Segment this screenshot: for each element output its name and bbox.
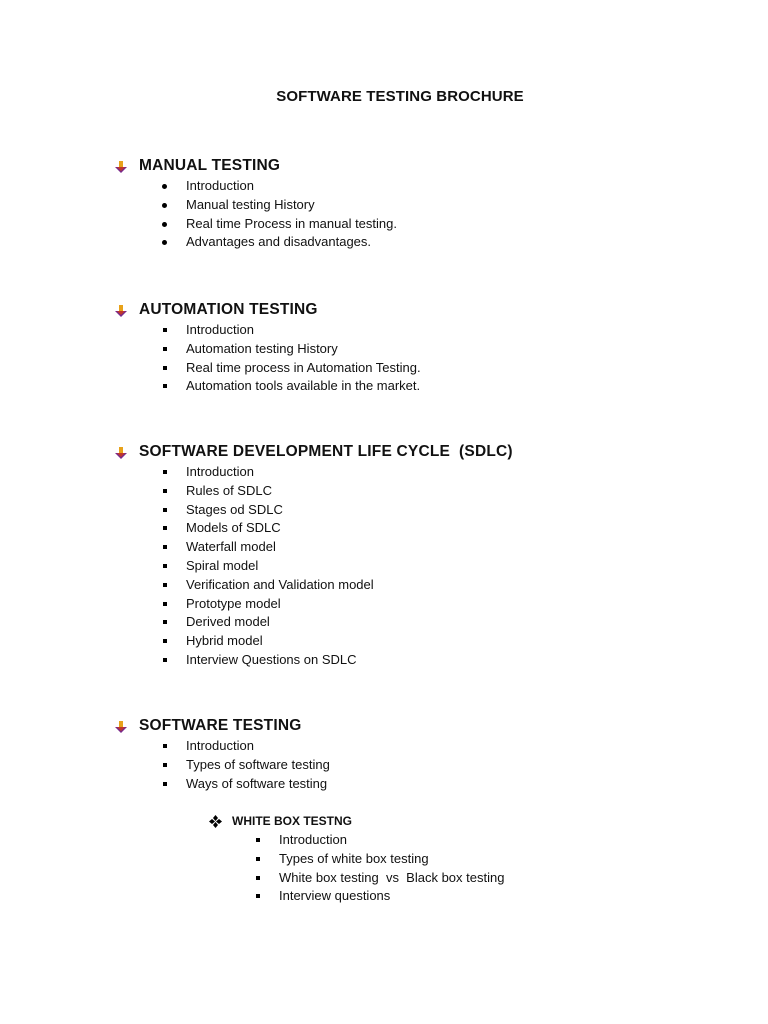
list-item: Prototype model: [114, 595, 513, 614]
list-item: Models of SDLC: [114, 519, 513, 538]
list-item: Advantages and disadvantages.: [114, 233, 397, 252]
section-heading: [114, 155, 397, 177]
list-item: Types of white box testing: [209, 850, 504, 869]
list-item: Derived model: [114, 613, 513, 632]
section-title: SOFTWARE DEVELOPMENT LIFE CYCLE (SDLC): [139, 443, 513, 460]
list-item: Verification and Validation model: [114, 576, 513, 595]
section-heading: [114, 299, 421, 321]
subsection-title: WHITE BOX TESTNG: [232, 814, 352, 828]
list-item: Real time Process in manual testing.: [114, 215, 397, 234]
list-item: Manual testing History: [114, 196, 397, 215]
list-item: Hybrid model: [114, 632, 513, 651]
list-item: Automation testing History: [114, 340, 421, 359]
arrow-down-icon: [114, 446, 128, 460]
list-item: Introduction: [114, 321, 421, 340]
list-item: Real time process in Automation Testing.: [114, 359, 421, 378]
list-item: Introduction: [209, 831, 504, 850]
list-item: Introduction: [114, 177, 397, 196]
section-software-testing: [114, 715, 330, 793]
arrow-down-icon: [114, 304, 128, 318]
subsection-heading: [209, 811, 504, 831]
section-item-list: [114, 177, 397, 252]
list-item: Interview questions: [209, 887, 504, 906]
list-item: Introduction: [114, 737, 330, 756]
document-title: SOFTWARE TESTING BROCHURE: [276, 88, 524, 105]
list-item: White box testing vs Black box testing: [209, 869, 504, 888]
four-diamond-icon: [209, 815, 222, 828]
list-item: Automation tools available in the market.: [114, 377, 421, 396]
section-manual-testing: [114, 155, 397, 252]
section-heading: [114, 715, 330, 737]
section-sdlc: [114, 441, 513, 670]
subsection-item-list: [209, 831, 504, 906]
section-item-list: [114, 463, 513, 670]
section-heading: [114, 441, 513, 463]
section-item-list: [114, 321, 421, 396]
subsection-white-box-testing: [209, 811, 504, 906]
list-item: Introduction: [114, 463, 513, 482]
section-title: SOFTWARE TESTING: [139, 717, 302, 734]
section-automation-testing: [114, 299, 421, 396]
section-title: AUTOMATION TESTING: [139, 301, 318, 318]
list-item: Waterfall model: [114, 538, 513, 557]
list-item: Rules of SDLC: [114, 482, 513, 501]
arrow-down-icon: [114, 720, 128, 734]
section-item-list: [114, 737, 330, 793]
list-item: Ways of software testing: [114, 775, 330, 794]
list-item: Types of software testing: [114, 756, 330, 775]
list-item: Stages od SDLC: [114, 501, 513, 520]
list-item: Spiral model: [114, 557, 513, 576]
section-title: MANUAL TESTING: [139, 157, 281, 174]
list-item: Interview Questions on SDLC: [114, 651, 513, 670]
arrow-down-icon: [114, 160, 128, 174]
